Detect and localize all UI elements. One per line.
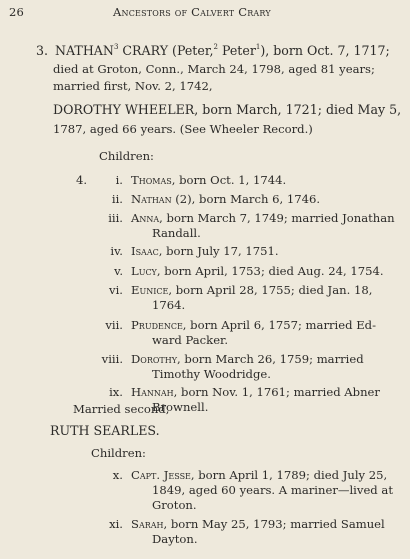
child-name: Capt. Jesse [131,468,191,482]
ancestor-name: NATHAN [55,43,114,58]
child-entry-line [131,264,384,279]
child-entry-continuation [152,367,271,382]
child-entry-line [131,352,364,367]
child-entry-continuation [152,498,197,513]
child-name: Dorothy [131,352,178,366]
child-details: ward Packer. [152,333,229,347]
child-entry-line [131,468,387,483]
child-details: , born July 17, 1751. [158,244,279,258]
child-details: 1849, aged 60 years. A mariner—lived at [152,483,393,497]
child-details: Dayton. [152,532,198,546]
child-details: , born Oct. 1, 1744. [171,173,287,187]
child-details: , born March 26, 1759; married [177,352,364,366]
superscript-2: 2 [213,42,218,51]
child-details: , born Nov. 1, 1761; married Abner [173,385,380,399]
generation-number: 4. [76,173,88,187]
child-roman-numeral: i. [115,173,123,187]
child-entry-line [131,211,395,226]
child-name: Lucy [131,264,157,278]
child-details: , born April 28, 1755; died Jan. 18, [168,283,373,297]
child-entry-continuation [152,483,393,498]
child-name: Eunice [131,283,169,297]
entry-line-3: married first, Nov. 2, 1742, [53,79,213,93]
child-roman-numeral: ix. [109,385,123,399]
child-entry-continuation [152,226,201,241]
child-details: , born April, 1753; died Aug. 24, 1754. [156,264,384,278]
child-entry-line [131,385,380,400]
child-details: , born March 7, 1749; married Jonathan [159,211,395,225]
child-details: Timothy Woodridge. [152,367,271,381]
spouse-2-name: RUTH SEARLES. [50,423,160,438]
entry-line-1-part-b: Peter [217,43,256,58]
child-details: Randall. [152,226,201,240]
entry-line-1-part-c: ), born Oct. 7, 1717; [260,43,390,58]
child-entry-continuation [152,333,228,348]
child-roman-numeral: iv. [110,244,123,258]
superscript-1: 1 [255,42,261,51]
child-name: Thomas [131,173,172,187]
child-roman-numeral: ii. [111,192,123,206]
child-name: Anna [131,211,160,225]
child-name: Nathan [131,192,172,206]
children-label-2: Children: [91,446,146,460]
child-roman-numeral: vii. [105,318,123,332]
child-entry-line [131,244,279,259]
child-roman-numeral: x. [112,468,123,482]
entry-line-1 [55,43,390,58]
running-title: Ancestors of Calvert Crary [113,5,271,19]
child-roman-numeral: xi. [109,517,123,531]
spouse-1-line-1: DOROTHY WHEELER, born March, 1721; died May 5, [53,102,402,117]
entry-line-2: died at Groton, Conn., March 24, 1798, aged 81 years; [53,62,375,76]
child-entry-line [131,517,385,532]
child-details: , born April 6, 1757; married Ed- [182,318,377,332]
child-roman-numeral: vi. [109,283,123,297]
married-second: Married second, [73,402,170,416]
child-name: Isaac [131,244,159,258]
child-entry-continuation [152,532,198,547]
children-label-1: Children: [99,149,154,163]
entry-number: 3. [36,43,49,58]
child-name: Prudence [131,318,183,332]
child-entry-line [131,283,372,298]
child-details: , born April 1, 1789; died July 25, [190,468,388,482]
child-details: Brownell. [152,400,209,414]
page-number: 26 [9,5,25,19]
entry-line-1-part-a: CRARY (Peter, [118,43,214,58]
child-details: Groton. [152,498,197,512]
spouse-1-line-2: 1787, aged 66 years. (See Wheeler Record.) [53,122,313,136]
child-details: , born May 25, 1793; married Samuel [163,517,385,531]
child-entry-line [131,318,376,333]
child-entry-continuation [152,298,185,313]
child-details: (2), born March 6, 1746. [171,192,321,206]
generation-superscript: 3 [113,42,119,51]
child-details: 1764. [152,298,186,312]
child-roman-numeral: iii. [108,211,123,225]
child-entry-line [131,192,320,207]
child-name: Hannah [131,385,174,399]
child-entry-line [131,173,286,188]
child-name: Sarah [131,517,164,531]
child-roman-numeral: viii. [101,352,123,366]
child-roman-numeral: v. [114,264,123,278]
